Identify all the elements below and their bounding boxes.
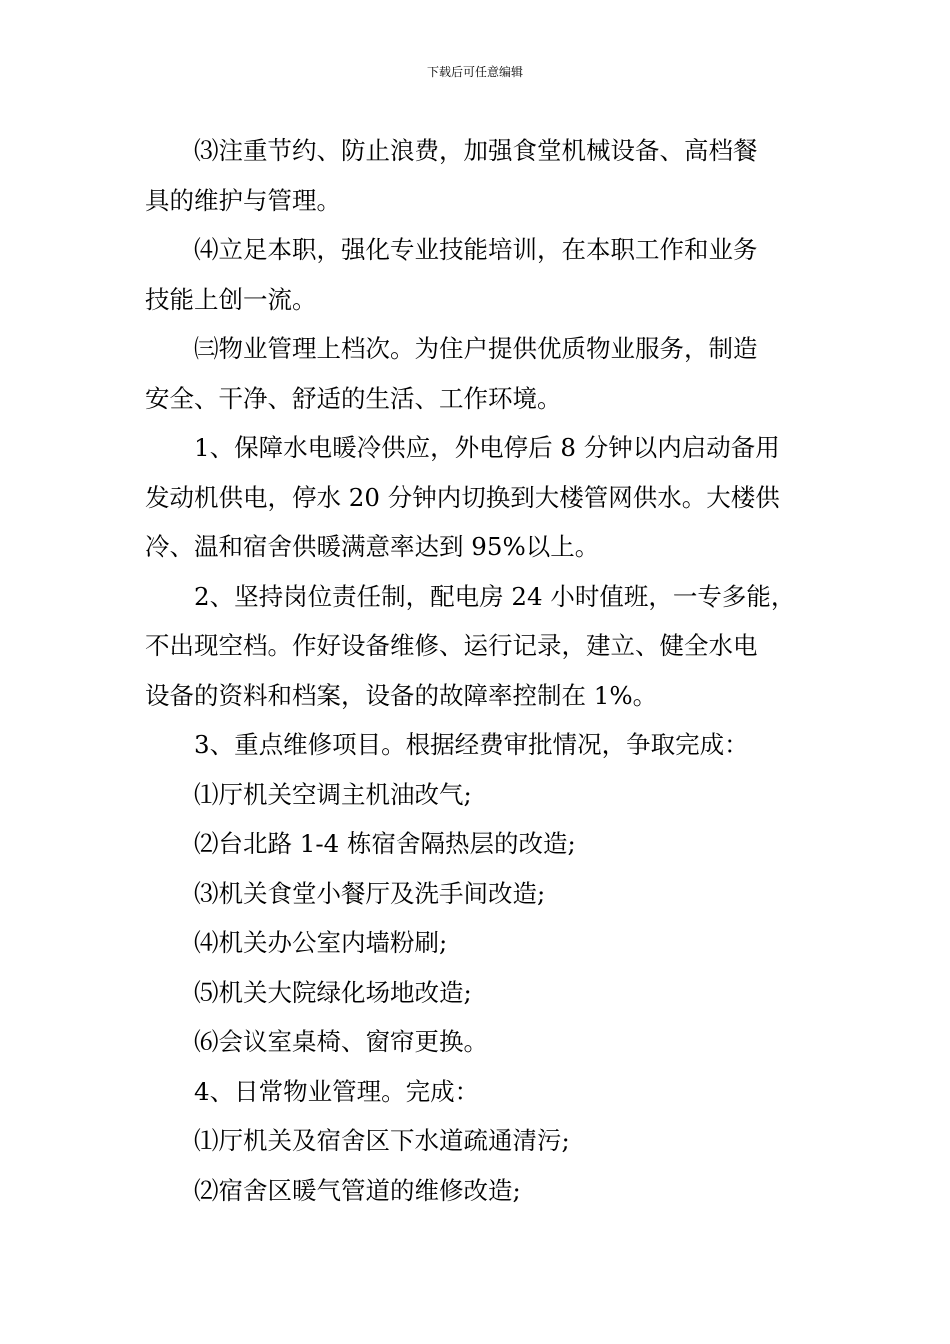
text-line: 1、保障水电暖冷供应，外电停后 8 分钟以内启动备用 [194, 433, 780, 462]
text-line: 发动机供电，停水 20 分钟内切换到大楼管网供水。大楼供 [145, 482, 780, 512]
text-line: 安全、干净、舒适的生活、工作环境。 [145, 383, 562, 413]
text-line: ⑶机关食堂小餐厅及洗手间改造; [194, 878, 546, 908]
text-line: ⑴厅机关空调主机油改气; [194, 779, 472, 809]
text-line: 具的维护与管理。 [145, 185, 341, 215]
document-body [145, 126, 809, 1215]
text-line: 4、日常物业管理。完成： [194, 1076, 480, 1106]
text-line: 技能上创一流。 [145, 284, 317, 314]
text-line: ㈢物业管理上档次。为住户提供优质物业服务，制造 [194, 334, 758, 363]
text-line: ⑵宿舍区暖气管道的维修改造; [194, 1175, 521, 1205]
page-header: 下载后可任意编辑 [426, 65, 523, 79]
text-line: ⑹会议室桌椅、窗帘更换。 [194, 1027, 488, 1056]
text-line: 3、重点维修项目。根据经费审批情况，争取完成： [194, 730, 749, 759]
text-line: ⑷立足本职，强化专业技能培训，在本职工作和业务 [194, 235, 758, 264]
text-line: 2、坚持岗位责任制，配电房 24 小时值班，一专多能， [194, 581, 796, 611]
text-line: ⑴厅机关及宿舍区下水道疏通清污; [194, 1126, 570, 1155]
text-line: ⑷机关办公室内墙粉刷; [194, 928, 448, 957]
text-line: ⑵台北路 1-4 栋宿舍隔热层的改造; [194, 829, 576, 858]
text-line: 设备的资料和档案，设备的故障率控制在 1%。 [145, 680, 658, 710]
text-line: 冷、温和宿舍供暖满意率达到 95%以上。 [145, 532, 600, 561]
text-line: ⑶注重节约、防止浪费，加强食堂机械设备、高档餐 [194, 136, 758, 165]
text-line: 不出现空档。作好设备维修、运行记录，建立、健全水电 [145, 631, 758, 660]
text-line: ⑸机关大院绿化场地改造; [194, 977, 472, 1007]
